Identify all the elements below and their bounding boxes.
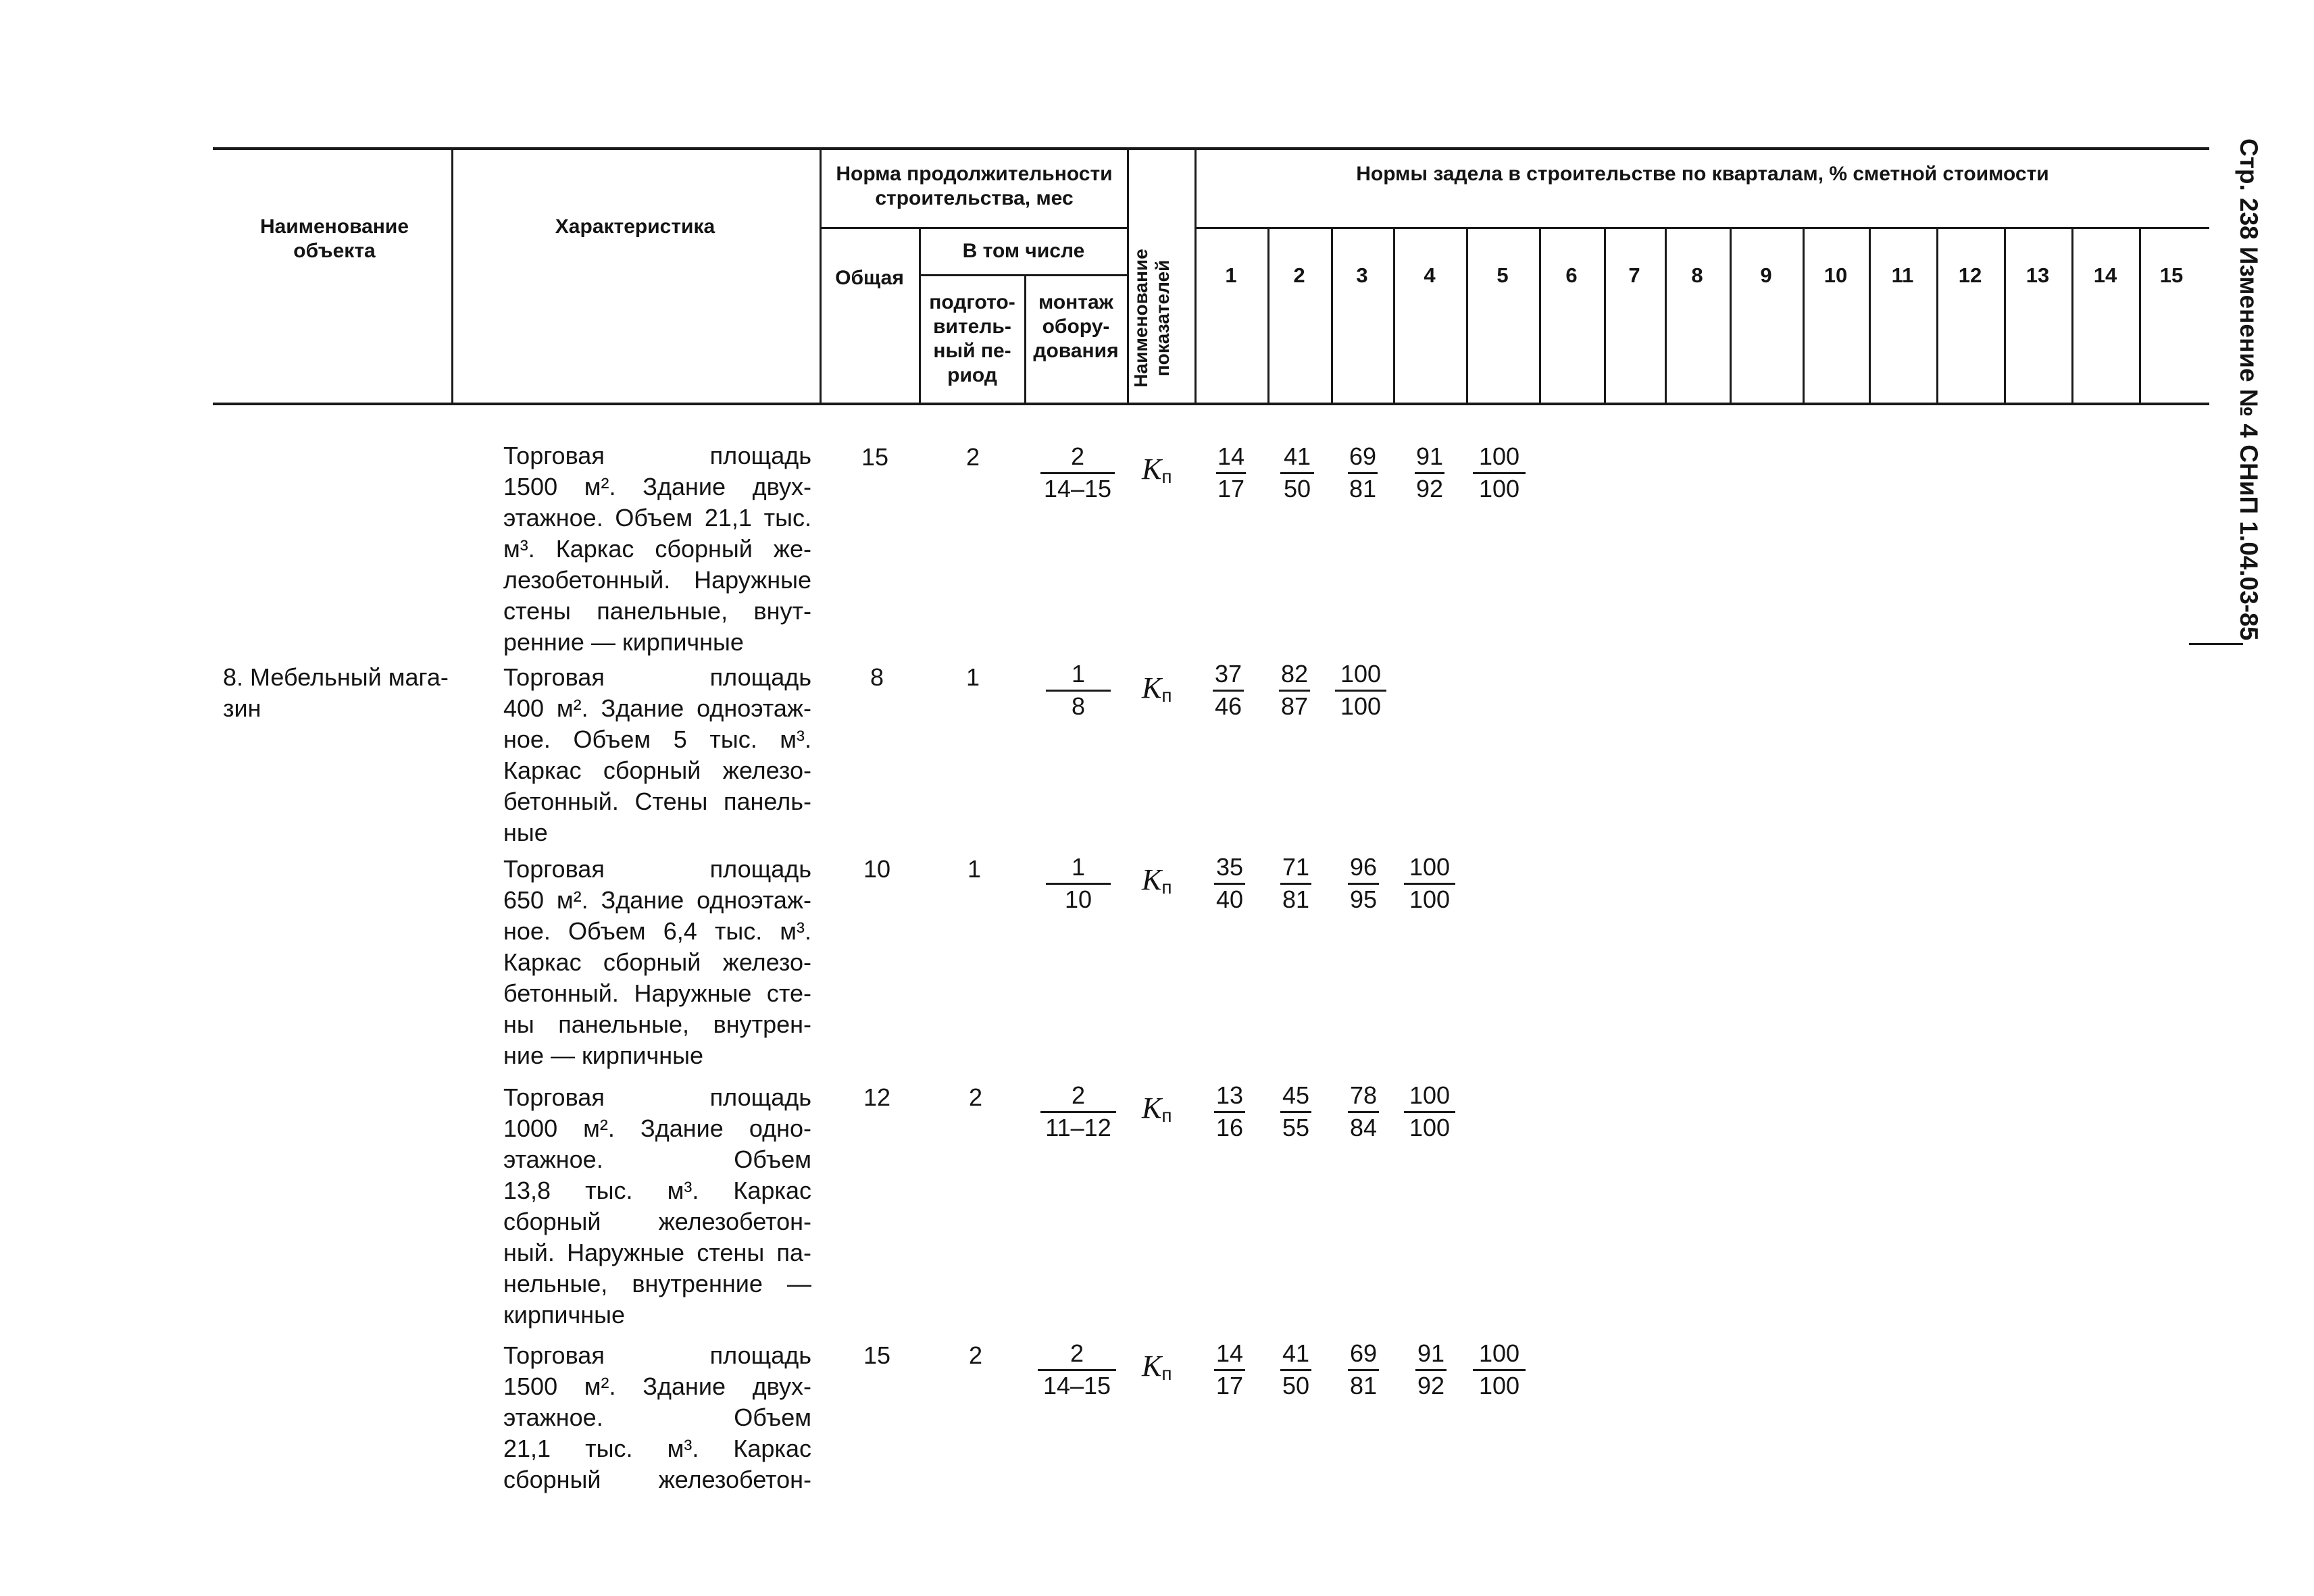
header-top-rule <box>213 147 2209 150</box>
header-indicator-name: Наименование показателей <box>1130 249 1173 388</box>
row-2-characteristic: Торговая площадь 400 м². Здание одноэтаж- ное. Объем 5 тыс. м³. Каркас сборный железо- бетонный. Стены панель- ные <box>503 663 811 846</box>
row-2-q1: $\frac{37}{46}$ <box>1213 659 1244 721</box>
header-quarters-norm: Нормы задела в строительстве по кварталам, % сметной стоимости <box>1356 163 2049 185</box>
header-norm-subrule <box>820 227 1127 229</box>
row-3-indicator: $K_п$ <box>1142 863 1172 898</box>
header-object-name: Наименование объекта <box>259 215 409 262</box>
header-duration-norm: Норма продолжительности строительства, мес <box>836 163 1113 209</box>
row-4-q3: $\frac{78}{84}$ <box>1348 1081 1379 1143</box>
row-3-q4: $\frac{100}{100}$ <box>1404 852 1455 915</box>
quarter-number: 1 <box>1225 263 1237 287</box>
row-1-characteristic: Торговая площадь 1500 м². Здание двух- этажное. Объем 21,1 тыс. м³. Каркас сборный же- лезобетонный. Наружные стены панельные, внут- ренние — кирпичные <box>503 442 811 656</box>
row-1-q4: $\frac{91}{92}$ <box>1415 442 1444 503</box>
row-3-mount: $\frac{1}{10}$ <box>1046 852 1111 915</box>
header-equipment-mounting: монтаж обору- дования <box>1033 291 1119 362</box>
row-1-q3: $\frac{69}{81}$ <box>1349 442 1377 503</box>
q-sep-2 <box>1267 228 1269 404</box>
row-1-q2: $\frac{41}{50}$ <box>1280 442 1314 504</box>
row-2-indicator: $K_п$ <box>1142 671 1172 706</box>
row-3-prep: 1 <box>967 855 982 883</box>
q-sep-7 <box>1604 228 1606 404</box>
quarter-number: 6 <box>1565 263 1578 287</box>
row-5-indicator: $K_п$ <box>1142 1349 1172 1384</box>
row-2-total: 8 <box>870 663 884 691</box>
row-5-q1: $\frac{14}{17}$ <box>1214 1339 1245 1401</box>
row-5-q2: $\frac{41}{50}$ <box>1280 1339 1311 1401</box>
row-2-object: 8. Мебельный мага- зин <box>223 663 449 722</box>
header-including: В том числе <box>962 240 1085 262</box>
row-4-indicator: $K_п$ <box>1142 1091 1172 1126</box>
quarter-number: 5 <box>1496 263 1509 287</box>
row-3-characteristic: Торговая площадь 650 м². Здание одноэтаж- ное. Объем 6,4 тыс. м³. Каркас сборный железо- бетонный. Наружные сте- ны панельные, внутрен- ние — кирпичные <box>503 855 811 1069</box>
quarter-number: 9 <box>1760 263 1772 287</box>
row-3-q3: $\frac{96}{95}$ <box>1348 852 1379 915</box>
quarter-number: 3 <box>1356 263 1368 287</box>
row-1-mount: $\frac{2}{14-15}$ <box>1040 442 1115 504</box>
quarter-number: 12 <box>1958 263 1982 287</box>
row-5-total: 15 <box>863 1341 891 1369</box>
row-4-characteristic: Торговая площадь 1000 м². Здание одно- этажное. Объем 13,8 тыс. м³. Каркас сборный железобетон- ный. Наружные стены па- нельные, внутренние — кирпичные <box>503 1083 811 1329</box>
col-sep-indicator <box>1127 149 1129 404</box>
row-2-mount: $\frac{1}{8}$ <box>1046 659 1111 721</box>
col-sep-mount <box>1024 276 1026 404</box>
row-4-mount: $\frac{2}{11-12}$ <box>1040 1081 1116 1143</box>
row-1-total: 15 <box>861 443 889 471</box>
quarter-number: 8 <box>1691 263 1703 287</box>
row-5-prep: 2 <box>968 1341 983 1369</box>
row-1-q1: $\frac{14}{17}$ <box>1217 442 1245 503</box>
q-sep-9 <box>1730 228 1732 404</box>
col-sep-incl <box>919 228 921 404</box>
col-sep-char <box>451 149 453 404</box>
quarter-number: 11 <box>1891 263 1914 287</box>
quarter-number: 10 <box>1823 263 1848 287</box>
q-sep-11 <box>1869 228 1871 404</box>
q-sep-5 <box>1466 228 1468 404</box>
row-4-total: 12 <box>863 1083 891 1111</box>
header-characteristic: Характеристика <box>555 215 715 238</box>
q-sep-14 <box>2071 228 2073 404</box>
quarter-number: 2 <box>1293 263 1305 287</box>
row-3-q2: $\frac{71}{81}$ <box>1280 852 1311 915</box>
quarter-number: 15 <box>2159 263 2184 287</box>
row-4-q2: $\frac{45}{55}$ <box>1280 1081 1311 1143</box>
q-sep-3 <box>1331 228 1333 404</box>
q-sep-15 <box>2139 228 2141 404</box>
q-sep-12 <box>1936 228 1938 404</box>
row-4-prep: 2 <box>968 1083 983 1111</box>
q-sep-8 <box>1665 228 1667 404</box>
row-2-prep: 1 <box>965 663 980 691</box>
header-bottom-rule <box>213 403 2209 405</box>
header-quarters-subrule <box>1194 227 2209 229</box>
page-running-header: Стр. 238 Изменение № 4 СНиП 1.04.03-85 <box>2235 138 2263 641</box>
q-sep-10 <box>1803 228 1805 404</box>
header-incl-subrule <box>919 274 1127 276</box>
row-4-q4: $\frac{100}{100}$ <box>1404 1081 1455 1143</box>
row-5-mount: $\frac{2}{14-15}$ <box>1038 1339 1116 1401</box>
q-sep-4 <box>1393 228 1395 404</box>
running-header-rule <box>2189 643 2243 645</box>
row-3-q1: $\frac{35}{40}$ <box>1214 852 1245 915</box>
header-prep-period: подгото- витель- ный пе- риод <box>929 291 1015 386</box>
row-1-prep: 2 <box>965 443 980 471</box>
row-1-q5: $\frac{100}{100}$ <box>1473 442 1526 504</box>
row-5-q3: $\frac{69}{81}$ <box>1348 1339 1379 1401</box>
q-sep-6 <box>1539 228 1541 404</box>
row-1-indicator: $K_п$ <box>1142 453 1172 487</box>
quarter-number: 7 <box>1628 263 1640 287</box>
row-2-q2: $\frac{82}{87}$ <box>1279 659 1310 721</box>
quarter-number: 13 <box>2026 263 2050 287</box>
header-total: Общая <box>835 267 904 289</box>
q-sep-13 <box>2004 228 2006 404</box>
row-5-characteristic: Торговая площадь 1500 м². Здание двух- этажное. Объем 21,1 тыс. м³. Каркас сборный железобетон- <box>503 1341 811 1493</box>
row-5-q4: $\frac{91}{92}$ <box>1415 1339 1447 1401</box>
row-5-q5: $\frac{100}{100}$ <box>1473 1339 1526 1401</box>
row-4-q1: $\frac{13}{16}$ <box>1214 1081 1245 1143</box>
row-3-total: 10 <box>863 855 891 883</box>
row-2-q3: $\frac{100}{100}$ <box>1335 659 1386 721</box>
quarter-number: 4 <box>1424 263 1436 287</box>
quarter-number: 14 <box>2093 263 2117 287</box>
col-sep-quarters <box>1194 149 1197 404</box>
